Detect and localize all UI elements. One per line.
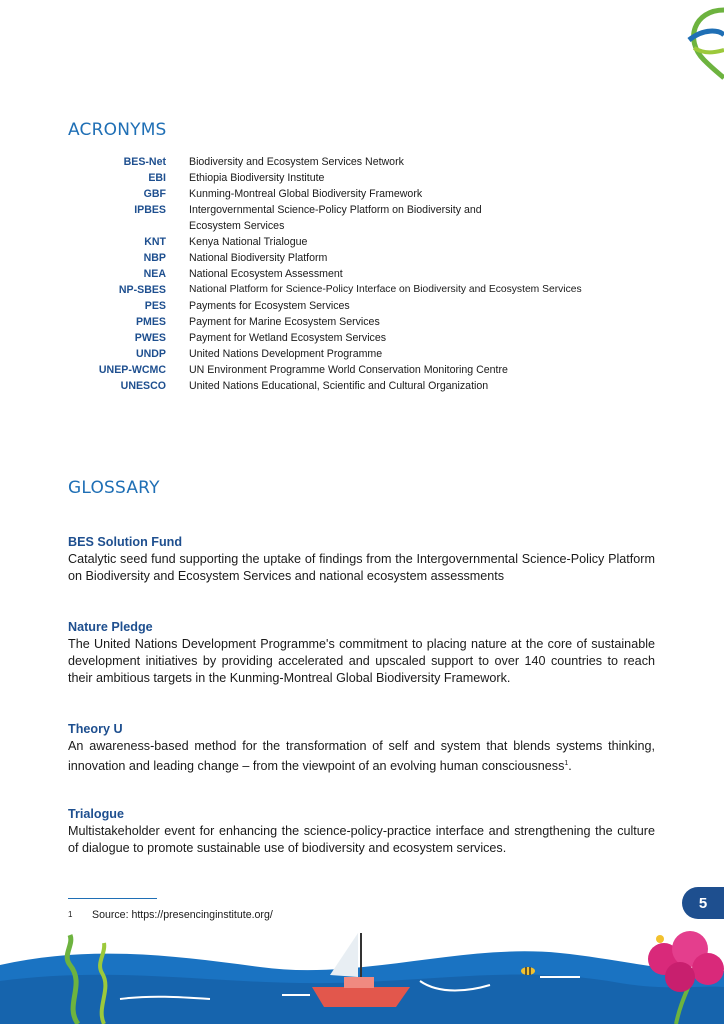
acronym-row bbox=[68, 330, 668, 346]
acronym-definition: United Nations Development Programme bbox=[189, 348, 383, 360]
footnote bbox=[68, 909, 273, 921]
glossary-entry bbox=[68, 806, 655, 857]
sea-illustration bbox=[0, 925, 724, 1024]
acronym-row bbox=[68, 186, 668, 202]
acronym-definition: UN Environment Programme World Conservation Monitoring Centre bbox=[189, 364, 508, 376]
glossary-term: BES Solution Fund bbox=[68, 535, 183, 549]
acronym-row bbox=[68, 234, 668, 250]
acronym-definition: Payments for Ecosystem Services bbox=[189, 300, 350, 312]
glossary-definition-text: An awareness-based method for the transformation of self and system that blends systems thinking, innovation and leading change – from the viewpoint of an evolving human consciousness bbox=[68, 739, 655, 774]
acronym-abbr: NBP bbox=[143, 252, 166, 264]
glossary-entry bbox=[68, 721, 655, 775]
acronym-abbr: PWES bbox=[134, 332, 166, 344]
acronym-abbr: UNDP bbox=[135, 348, 166, 360]
acronym-row bbox=[68, 378, 668, 394]
acronym-definition: Kunming-Montreal Global Biodiversity Framework bbox=[189, 188, 423, 200]
acronym-abbr: NP-SBES bbox=[118, 284, 166, 296]
acronym-row bbox=[68, 202, 668, 234]
acronyms-title: ACRONYMS bbox=[68, 120, 167, 140]
footnote-text: Source: https://presencinginstitute.org/ bbox=[92, 909, 273, 921]
acronym-row bbox=[68, 170, 668, 186]
acronym-abbr: PMES bbox=[135, 316, 166, 328]
page-number: 5 bbox=[698, 894, 708, 912]
glossary-definition bbox=[68, 738, 655, 775]
acronym-definition: Intergovernmental Science-Policy Platform on Biodiversity and Ecosystem Services bbox=[189, 204, 482, 232]
leaf-swirl-decoration bbox=[634, 0, 724, 90]
glossary-entry bbox=[68, 534, 655, 585]
acronym-abbr: UNEP-WCMC bbox=[98, 364, 166, 376]
glossary-term: Theory U bbox=[68, 722, 123, 736]
acronym-abbr: EBI bbox=[148, 172, 166, 184]
bee-icon bbox=[521, 967, 535, 975]
footnote-number: 1 bbox=[68, 910, 73, 919]
acronym-definition: Payment for Wetland Ecosystem Services bbox=[189, 332, 387, 344]
acronym-row bbox=[68, 346, 668, 362]
acronym-abbr: IPBES bbox=[134, 204, 166, 216]
acronym-row bbox=[68, 362, 668, 378]
glossary-term: Trialogue bbox=[68, 807, 124, 821]
footnote-divider bbox=[68, 898, 157, 899]
glossary-definition: Multistakeholder event for enhancing the science-policy-practice interface and strengthening the culture of dialogue to promote sustainable use of biodiversity and ecosystem services. bbox=[68, 824, 655, 855]
glossary-definition-end: . bbox=[568, 759, 572, 774]
acronym-row bbox=[68, 314, 668, 330]
acronym-row bbox=[68, 266, 668, 282]
acronym-abbr: NEA bbox=[143, 268, 166, 280]
acronym-abbr: KNT bbox=[144, 236, 166, 248]
acronym-abbr: PES bbox=[144, 300, 166, 312]
acronym-definition: United Nations Educational, Scientific and Cultural Organization bbox=[189, 380, 489, 392]
acronym-definition: Kenya National Trialogue bbox=[189, 236, 308, 248]
acronym-row bbox=[68, 298, 668, 314]
acronym-definition: Payment for Marine Ecosystem Services bbox=[189, 316, 380, 328]
page-number-badge bbox=[682, 887, 724, 919]
acronym-row bbox=[68, 250, 668, 266]
acronym-abbr: BES-Net bbox=[123, 156, 166, 168]
acronym-abbr: GBF bbox=[143, 188, 166, 200]
acronym-definition: Ethiopia Biodiversity Institute bbox=[189, 172, 325, 184]
glossary-definition: Catalytic seed fund supporting the uptake of findings from the Intergovernmental Science-Policy Platform on Biodiversity and Ecosystem Services and national ecosystem assessments bbox=[68, 552, 655, 583]
acronym-definition: National Biodiversity Platform bbox=[189, 252, 328, 264]
acronym-abbr: UNESCO bbox=[120, 380, 166, 392]
acronym-definition: National Ecosystem Assessment bbox=[189, 268, 343, 280]
acronym-definition: National Platform for Science-Policy Interface on Biodiversity and Ecosystem Services bbox=[189, 284, 582, 295]
acronym-row bbox=[68, 154, 668, 170]
glossary-entry bbox=[68, 619, 655, 687]
glossary-title: GLOSSARY bbox=[68, 478, 160, 498]
acronym-row bbox=[68, 282, 668, 298]
footnote-reference[interactable]: 1 bbox=[564, 760, 569, 767]
glossary-term: Nature Pledge bbox=[68, 620, 153, 634]
acronym-definition: Biodiversity and Ecosystem Services Network bbox=[189, 156, 404, 168]
glossary-definition: The United Nations Development Programme's commitment to placing nature at the core of sustainable development initiatives by providing accelerated and upscaled support to over 140 countries to reach their ambitious targets in the Kunming-Montreal Global Biodiversity Framework. bbox=[68, 637, 655, 685]
acronym-list bbox=[68, 154, 668, 394]
